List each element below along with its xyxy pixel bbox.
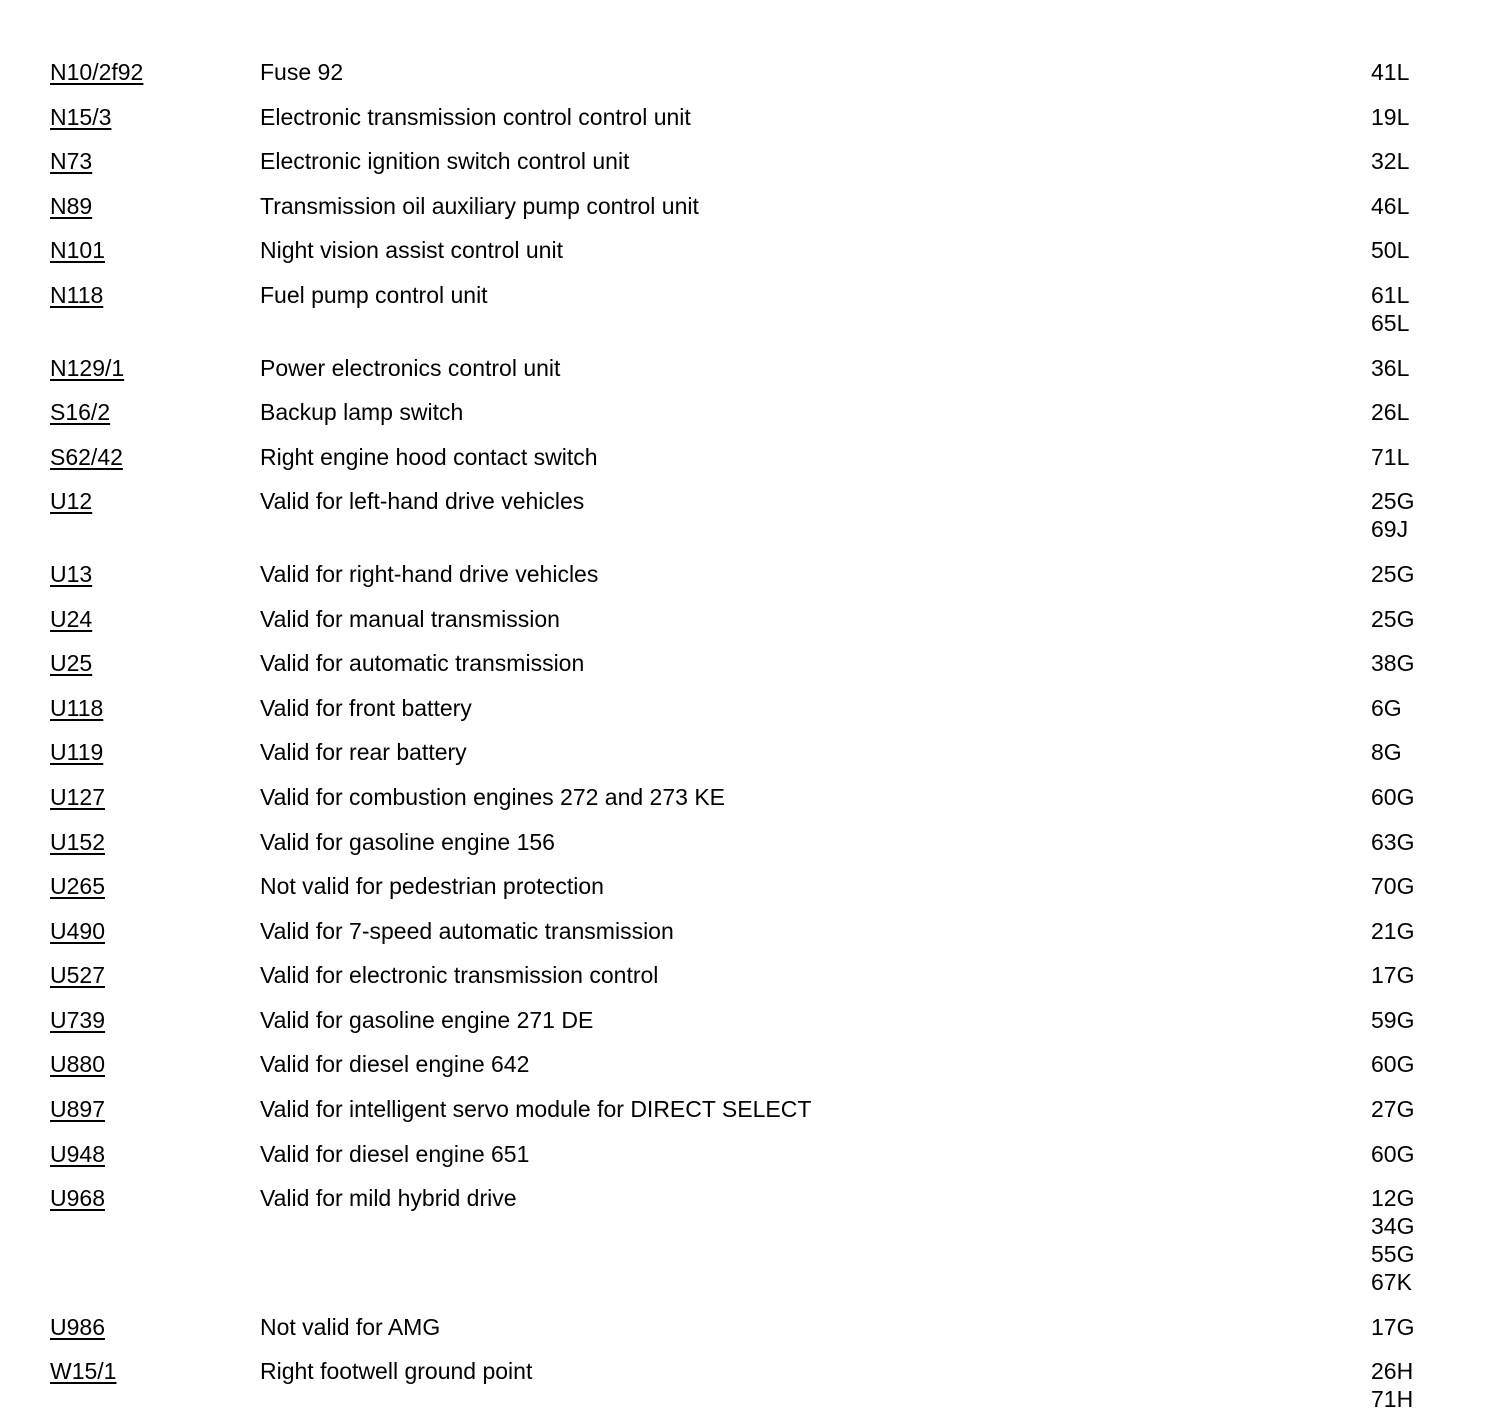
- component-code-link[interactable]: S16/2: [50, 399, 111, 426]
- grid-reference: 27G: [1371, 1096, 1415, 1123]
- grid-reference: 26L: [1371, 399, 1410, 426]
- component-description: Valid for diesel engine 642: [260, 1051, 530, 1078]
- grid-reference: 25G: [1371, 488, 1415, 515]
- component-description: Valid for gasoline engine 156: [260, 828, 555, 855]
- component-description: Valid for gasoline engine 271 DE: [260, 1006, 594, 1033]
- grid-reference-list: [1371, 1004, 1504, 1034]
- component-description: Fuel pump control unit: [260, 281, 488, 308]
- component-code-link[interactable]: U25: [50, 650, 93, 677]
- legend-row: [0, 1182, 1504, 1311]
- legend-row: [0, 826, 1504, 871]
- grid-reference-list: [1371, 1138, 1504, 1168]
- component-description: Valid for left-hand drive vehicles: [260, 488, 585, 515]
- component-code-link[interactable]: U490: [50, 917, 105, 944]
- component-code-link[interactable]: U152: [50, 828, 105, 855]
- component-description: Valid for automatic transmission: [260, 650, 585, 677]
- component-description: Fuse 92: [260, 59, 344, 85]
- component-description: Valid for mild hybrid drive: [260, 1185, 517, 1212]
- component-description: Right footwell ground point: [260, 1358, 533, 1385]
- grid-reference-list: [1371, 352, 1504, 382]
- component-code-link[interactable]: U24: [50, 605, 93, 632]
- grid-reference: 6G: [1371, 694, 1402, 721]
- grid-reference: 25G: [1371, 560, 1415, 587]
- component-code-link[interactable]: N118: [50, 281, 104, 308]
- grid-reference: 46L: [1371, 192, 1410, 219]
- legend-row: [0, 485, 1504, 558]
- component-code-link[interactable]: S62/42: [50, 443, 123, 470]
- grid-reference-list: [1371, 441, 1504, 471]
- component-description: Electronic transmission control control unit: [260, 103, 691, 130]
- legend-row: [0, 1093, 1504, 1138]
- grid-reference-list: [1371, 692, 1504, 722]
- component-description: Valid for front battery: [260, 694, 472, 721]
- grid-reference-list: [1371, 781, 1504, 811]
- grid-reference: 71L: [1371, 443, 1410, 470]
- component-code-link[interactable]: U739: [50, 1006, 105, 1033]
- legend-row: [0, 190, 1504, 235]
- component-code-link[interactable]: N10/2f92: [50, 59, 144, 85]
- grid-reference-list: [1371, 736, 1504, 766]
- legend-row: [0, 603, 1504, 648]
- grid-reference: 60G: [1371, 783, 1415, 810]
- component-description: Valid for right-hand drive vehicles: [260, 560, 599, 587]
- grid-reference-list: [1371, 190, 1504, 220]
- grid-reference: 61L: [1371, 281, 1410, 308]
- grid-reference: 65L: [1371, 309, 1410, 336]
- legend-row: [0, 558, 1504, 603]
- legend-row: [0, 396, 1504, 441]
- grid-reference-list: [1371, 56, 1504, 86]
- component-code-link[interactable]: U880: [50, 1051, 105, 1078]
- grid-reference-list: [1371, 1182, 1504, 1296]
- component-description: Right engine hood contact switch: [260, 443, 598, 470]
- component-description: Valid for electronic transmission control: [260, 962, 659, 989]
- grid-reference: 32L: [1371, 148, 1410, 175]
- grid-reference-list: [1371, 1355, 1504, 1413]
- grid-reference: 50L: [1371, 237, 1410, 264]
- grid-reference: 17G: [1371, 962, 1415, 989]
- grid-reference-list: [1371, 1048, 1504, 1078]
- grid-reference: 36L: [1371, 354, 1410, 381]
- legend-row: [0, 352, 1504, 397]
- grid-reference-list: [1371, 279, 1504, 337]
- legend-row: [0, 959, 1504, 1004]
- grid-reference: 41L: [1371, 59, 1410, 85]
- grid-reference-list: [1371, 826, 1504, 856]
- grid-reference: 25G: [1371, 605, 1415, 632]
- grid-reference: 59G: [1371, 1006, 1415, 1033]
- grid-reference-list: [1371, 870, 1504, 900]
- component-description: Backup lamp switch: [260, 399, 464, 426]
- grid-reference: 17G: [1371, 1313, 1415, 1340]
- component-code-link[interactable]: U13: [50, 560, 93, 587]
- grid-reference-list: [1371, 234, 1504, 264]
- grid-reference: 55G: [1371, 1241, 1415, 1268]
- legend-row: [0, 736, 1504, 781]
- component-code-link[interactable]: W15/1: [50, 1358, 117, 1385]
- component-description: Transmission oil auxiliary pump control unit: [260, 192, 699, 219]
- legend-row: [0, 1355, 1504, 1428]
- grid-reference: 21G: [1371, 917, 1415, 944]
- legend-row: [0, 870, 1504, 915]
- grid-reference: 38G: [1371, 650, 1415, 677]
- component-code-link[interactable]: N101: [50, 237, 105, 264]
- legend-row: [0, 647, 1504, 692]
- component-description: Valid for diesel engine 651: [260, 1140, 530, 1167]
- legend-row: [0, 1138, 1504, 1183]
- component-description: Night vision assist control unit: [260, 237, 563, 264]
- legend-row: [0, 1048, 1504, 1093]
- component-description: Valid for intelligent servo module for DIRECT SELECT: [260, 1096, 812, 1123]
- legend-row: [0, 101, 1504, 146]
- legend-row: [0, 145, 1504, 190]
- grid-reference: 26H: [1371, 1358, 1414, 1385]
- grid-reference-list: [1371, 1311, 1504, 1341]
- grid-reference-list: [1371, 603, 1504, 633]
- component-description: Not valid for AMG: [260, 1313, 441, 1340]
- legend-row: [0, 1311, 1504, 1356]
- grid-reference: 8G: [1371, 739, 1402, 766]
- grid-reference-list: [1371, 558, 1504, 588]
- legend-row: [0, 692, 1504, 737]
- legend-row: [0, 781, 1504, 826]
- grid-reference-list: [1371, 145, 1504, 175]
- component-description: Electronic ignition switch control unit: [260, 148, 630, 175]
- component-code-link[interactable]: N15/3: [50, 103, 112, 130]
- grid-reference: 12G: [1371, 1185, 1415, 1212]
- legend-row: [0, 915, 1504, 960]
- component-description: Valid for combustion engines 272 and 273 KE: [260, 783, 725, 810]
- legend-row: [0, 234, 1504, 279]
- grid-reference: 71H: [1371, 1386, 1414, 1413]
- component-code-link[interactable]: U119: [50, 739, 104, 766]
- component-code-link[interactable]: U986: [50, 1313, 105, 1340]
- grid-reference: 63G: [1371, 828, 1415, 855]
- grid-reference: 70G: [1371, 873, 1415, 900]
- grid-reference-list: [1371, 1093, 1504, 1123]
- component-description: Valid for manual transmission: [260, 605, 560, 632]
- component-code-link[interactable]: U897: [50, 1096, 105, 1123]
- component-description: Not valid for pedestrian protection: [260, 873, 604, 900]
- grid-reference-list: [1371, 485, 1504, 543]
- component-code-link[interactable]: U265: [50, 873, 105, 900]
- component-code-link[interactable]: U527: [50, 962, 105, 989]
- component-code-link[interactable]: U118: [50, 694, 104, 721]
- component-code-link[interactable]: N89: [50, 192, 93, 219]
- legend-row: [0, 1004, 1504, 1049]
- grid-reference-list: [1371, 647, 1504, 677]
- grid-reference-list: [1371, 959, 1504, 989]
- grid-reference-list: [1371, 101, 1504, 131]
- component-code-link[interactable]: U12: [50, 488, 93, 515]
- component-code-link[interactable]: U968: [50, 1185, 105, 1212]
- component-code-link[interactable]: U127: [50, 783, 105, 810]
- component-code-link[interactable]: N129/1: [50, 354, 125, 381]
- legend-row: [0, 279, 1504, 352]
- grid-reference: 60G: [1371, 1051, 1415, 1078]
- grid-reference: 19L: [1371, 103, 1410, 130]
- component-code-link[interactable]: N73: [50, 148, 93, 175]
- component-description: Valid for 7-speed automatic transmission: [260, 917, 674, 944]
- grid-reference: 34G: [1371, 1213, 1415, 1240]
- grid-reference: 60G: [1371, 1140, 1415, 1167]
- component-description: Valid for rear battery: [260, 739, 467, 766]
- component-code-link[interactable]: U948: [50, 1140, 105, 1167]
- grid-reference: 69J: [1371, 516, 1409, 543]
- component-legend-list: [0, 56, 1504, 1428]
- component-description: Power electronics control unit: [260, 354, 561, 381]
- grid-reference-list: [1371, 915, 1504, 945]
- legend-row: [0, 441, 1504, 486]
- legend-row: [0, 56, 1504, 101]
- grid-reference: 67K: [1371, 1269, 1412, 1296]
- grid-reference-list: [1371, 396, 1504, 426]
